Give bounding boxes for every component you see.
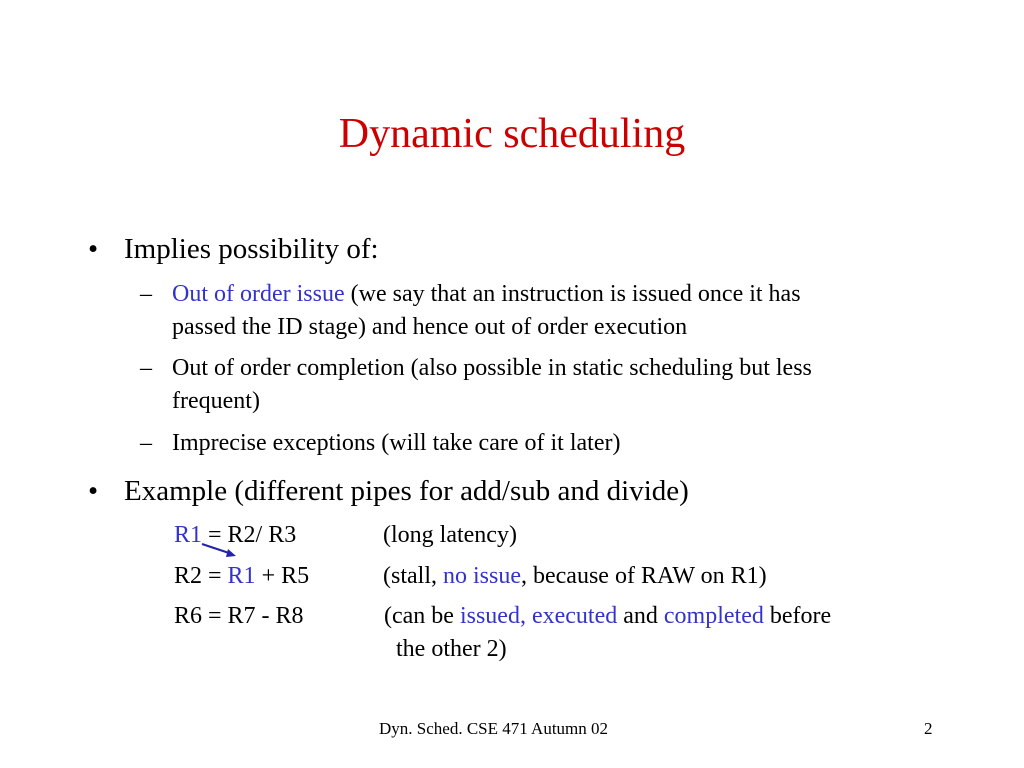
- register-r1: R1: [227, 563, 256, 589]
- page-number: 2: [924, 719, 933, 738]
- expression: = R2/ R3: [202, 522, 297, 548]
- bullet-text: Example (different pipes for add/sub and divide): [124, 475, 689, 507]
- highlight-text: completed: [663, 603, 764, 629]
- bullet-text: Implies possibility of:: [124, 233, 379, 265]
- sub-item-line2: frequent): [172, 388, 260, 414]
- comment-part: , because of RAW on R1): [521, 563, 767, 589]
- footer-text: Dyn. Sched. CSE 471 Autumn 02: [379, 719, 609, 738]
- expression-pre: R2 =: [174, 563, 228, 589]
- example-line-2: [174, 561, 309, 591]
- highlight-text: Out of order issue: [172, 281, 345, 307]
- example-comment-3-cont: the other 2): [396, 636, 507, 662]
- sub-marker: –: [140, 281, 152, 307]
- comment-part: before: [763, 603, 832, 629]
- example-comment-1: (long latency): [383, 522, 517, 548]
- dependency-arrow-icon: [200, 540, 240, 560]
- sub-marker: –: [140, 355, 152, 381]
- highlight-text: no issue: [443, 563, 521, 589]
- comment-part: and: [617, 603, 664, 629]
- sub-marker: –: [140, 430, 152, 456]
- slide-title: Dynamic scheduling: [338, 111, 686, 157]
- sub-item-line1: Out of order completion (also possible in static scheduling but less: [172, 355, 812, 381]
- sub-item-text: [172, 279, 801, 309]
- bullet-marker: •: [88, 475, 99, 507]
- sub-item-line2: passed the ID stage) and hence out of order execution: [172, 314, 688, 340]
- expression-post: + R5: [255, 563, 310, 589]
- sub-item-line1: (we say that an instruction is issued once it has: [344, 281, 801, 307]
- comment-part: (stall,: [383, 563, 443, 589]
- example-comment-2: [383, 561, 767, 591]
- bullet-marker: •: [88, 233, 99, 265]
- sub-item-line1: Imprecise exceptions (will take care of it later): [172, 430, 621, 456]
- example-comment-3: [384, 601, 831, 631]
- comment-part: (can be: [384, 603, 460, 629]
- highlight-text: issued, executed: [459, 603, 618, 629]
- example-line-3: R6 = R7 - R8: [174, 603, 304, 629]
- register-r1: R1: [174, 522, 203, 548]
